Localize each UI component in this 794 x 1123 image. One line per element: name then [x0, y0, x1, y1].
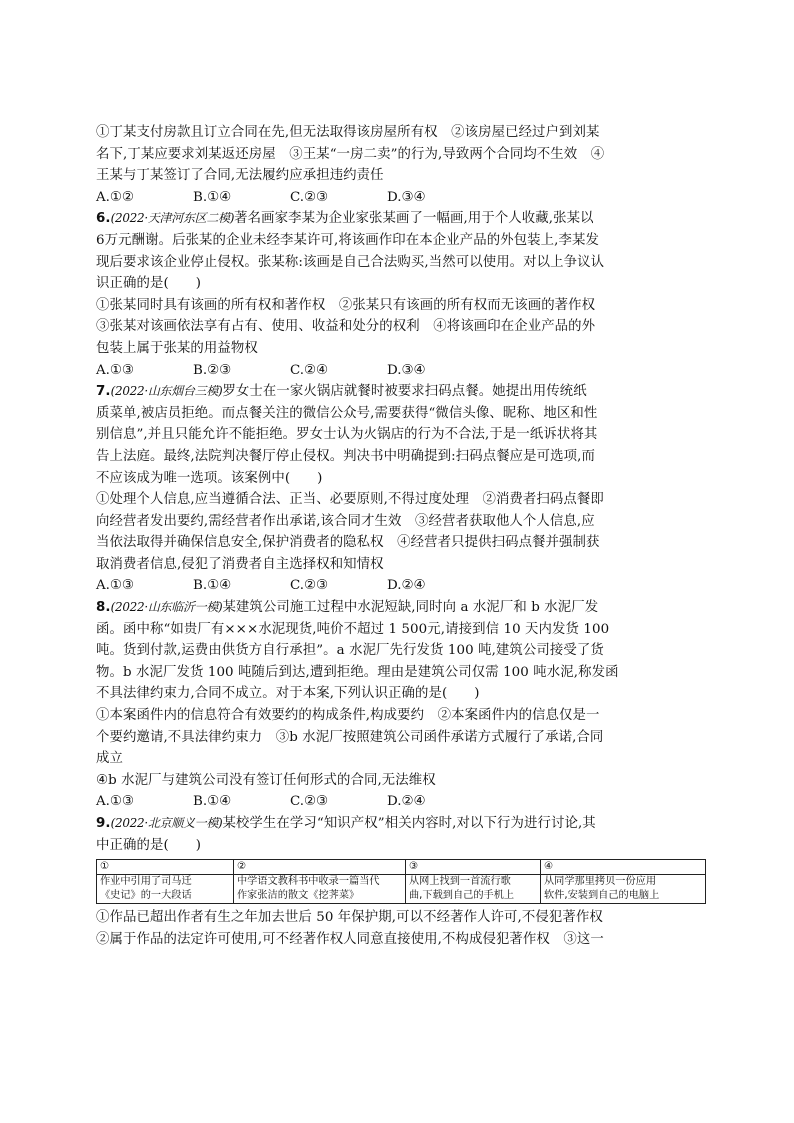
text-line: 某建筑公司施工过程中水泥短缺,同时向 a 水泥厂和 b 水泥厂发 [222, 600, 599, 616]
text-line: 中正确的是( ) [96, 837, 202, 853]
table-cell-line: 从网上找到一首流行歌 [409, 876, 511, 888]
table-cell [541, 875, 706, 904]
text-line: 现后要求该企业停止侵权。张某称:该画是自己合法购买,当然可以使用。对以上争议认 [96, 254, 605, 270]
table-cell [234, 875, 406, 904]
choice-c: C.②③ [290, 794, 329, 810]
choice-d: D.③④ [387, 189, 426, 205]
question-5-options [96, 122, 702, 208]
text-line: 物。b 水泥厂发货 100 吨随后到达,遭到拒绝。理由是建筑公司仅需 100 吨水泥,称发函 [96, 664, 619, 680]
text-line: 不应该成为唯一选项。该案例中( ) [96, 470, 323, 486]
choice-a: A.①③ [96, 578, 134, 594]
answer-choices [96, 187, 702, 209]
table-header-cell: ③ [406, 860, 541, 875]
table-cell-line: 作业中引用了司马迁 [100, 876, 192, 888]
table-cell [97, 875, 234, 904]
text-line: ①本案函件内的信息符合有效要约的构成条件,构成要约 ②本案函件内的信息仅是一 [96, 708, 600, 724]
behavior-table [96, 859, 706, 904]
choice-d: D.②④ [387, 794, 426, 810]
text-line: 包装上属于张某的用益物权 [96, 340, 258, 356]
text-line: 别信息”,并且只能允许不能拒绝。罗女士认为火锅店的行为不合法,于是一纸诉状将其 [96, 427, 598, 443]
text-line: ①处理个人信息,应当遵循合法、正当、必要原则,不得过度处理 ②消费者扫码点餐即 [96, 492, 604, 508]
choice-c: C.②④ [290, 362, 329, 378]
choice-b: B.①④ [193, 794, 232, 810]
text-line: 不具法律约束力,合同不成立。对于本案,下列认识正确的是( ) [96, 686, 480, 702]
table-cell-line: 中学语文教科书中收录一篇当代 [237, 876, 380, 888]
table-cell-line: 曲,下载到自己的手机上 [409, 890, 515, 902]
text-line: 告上法庭。最终,法院判决餐厅停止侵权。判决书中明确提到:扫码点餐应是可选项,而 [96, 448, 595, 464]
choice-b: B.②③ [193, 362, 232, 378]
question-number: 9. [96, 816, 111, 831]
table-header-row [97, 860, 706, 875]
choice-b: B.①④ [193, 189, 232, 205]
question-source: (2022·山东烟台三模) [110, 384, 223, 399]
choice-d: D.②④ [387, 578, 426, 594]
table-cell [406, 875, 541, 904]
text-line: 向经营者发出要约,需经营者作出承诺,该合同才生效 ③经营者获取他人个人信息,应 [96, 513, 595, 529]
question-number: 6. [96, 211, 111, 227]
question-stem-first-line [96, 813, 702, 835]
question-stem-first-line [96, 381, 702, 403]
choice-c: C.②③ [290, 189, 329, 205]
text-line: 罗女士在一家火锅店就餐时被要求扫码点餐。她提出用传统纸 [222, 384, 587, 400]
text-line: ④b 水泥厂与建筑公司没有签订任何形式的合同,无法维权 [96, 772, 436, 788]
choice-a: A.①③ [96, 362, 134, 378]
table-cell-line: 软件,安装到自己的电脑上 [544, 890, 660, 902]
text-line: 6万元酬谢。后张某的企业未经李某许可,将该画作印在本企业产品的外包装上,李某发 [96, 232, 599, 248]
choice-b: B.①④ [193, 578, 232, 594]
question-source: (2022·天津河东区二模) [110, 211, 235, 226]
question-stem-first-line [96, 208, 702, 230]
text-line: 个要约邀请,不具法律约束力 ③b 水泥厂按照建筑公司函件承诺方式履行了承诺,合同 [96, 729, 604, 745]
text-line: ①作品已超出作者有生之年加去世后 50 年保护期,可以不经著作人许可,不侵犯著作权 [96, 910, 603, 926]
choice-c: C.②③ [290, 578, 329, 594]
table-row [97, 875, 706, 904]
exam-page [96, 122, 702, 950]
question-stem-first-line [96, 597, 702, 619]
choice-d: D.③④ [387, 362, 426, 378]
question-7 [96, 381, 702, 597]
question-9 [96, 813, 702, 950]
choice-a: A.①② [96, 189, 134, 205]
question-source: (2022·北京顺义一模) [110, 816, 223, 830]
table-cell-line: 作家张洁的散文《挖荠菜》 [237, 890, 360, 902]
text-line: ①丁某支付房款且订立合同在先,但无法取得该房屋所有权 ②该房屋已经过户到刘某 [96, 125, 600, 140]
text-line: 王某与丁某签订了合同,无法履约应承担违约责任 [96, 168, 384, 184]
text-line: 某校学生在学习“知识产权”相关内容时,对以下行为进行讨论,其 [222, 816, 596, 831]
text-line: 著名画家李某为企业家张某画了一幅画,用于个人收藏,张某以 [234, 211, 594, 227]
text-line: ②属于作品的法定许可使用,可不经著作权人同意直接使用,不构成侵犯著作权 ③这一 [96, 931, 604, 947]
text-line: 名下,丁某应要求刘某返还房屋 ③王某“一房二卖”的行为,导致两个合同均不生效 ④ [96, 146, 605, 162]
table-cell-line: 《史记》的一大段话 [100, 890, 192, 902]
question-6 [96, 208, 702, 381]
table-header-cell: ④ [541, 860, 706, 875]
text-line: 成立 [96, 751, 123, 767]
answer-choices [96, 791, 702, 813]
text-line: 识正确的是( ) [96, 276, 202, 292]
text-line: 当依法取得并确保信息安全,保护消费者的隐私权 ④经营者只提供扫码点餐并强制获 [96, 535, 600, 551]
question-number: 8. [96, 600, 111, 616]
text-line: 吨。货到付款,运费由供货方自行承担”。a 水泥厂先行发货 100 吨,建筑公司接受了货 [96, 643, 604, 659]
question-8 [96, 597, 702, 813]
table-header-cell: ② [234, 860, 406, 875]
choice-a: A.①③ [96, 794, 134, 810]
text-line: 质菜单,被店员拒绝。而点餐关注的微信公众号,需要获得“微信头像、昵称、地区和性 [96, 405, 598, 421]
answer-choices [96, 575, 702, 597]
answer-choices [96, 360, 702, 382]
text-line: 取消费者信息,侵犯了消费者自主选择权和知情权 [96, 556, 384, 572]
table-cell-line: 从同学那里拷贝一份应用 [544, 876, 657, 888]
table-header-cell: ① [97, 860, 234, 875]
text-line: 函。函中称“如贵厂有×××水泥现货,吨价不超过 1 500元,请接到信 10 天内发货 100 [96, 621, 610, 637]
text-line: ①张某同时具有该画的所有权和著作权 ②张某只有该画的所有权而无该画的著作权 [96, 297, 596, 313]
question-number: 7. [96, 384, 111, 400]
text-line: ③张某对该画依法享有占有、使用、收益和处分的权利 ④将该画印在企业产品的外 [96, 319, 596, 335]
question-source: (2022·山东临沂一模) [110, 600, 223, 615]
